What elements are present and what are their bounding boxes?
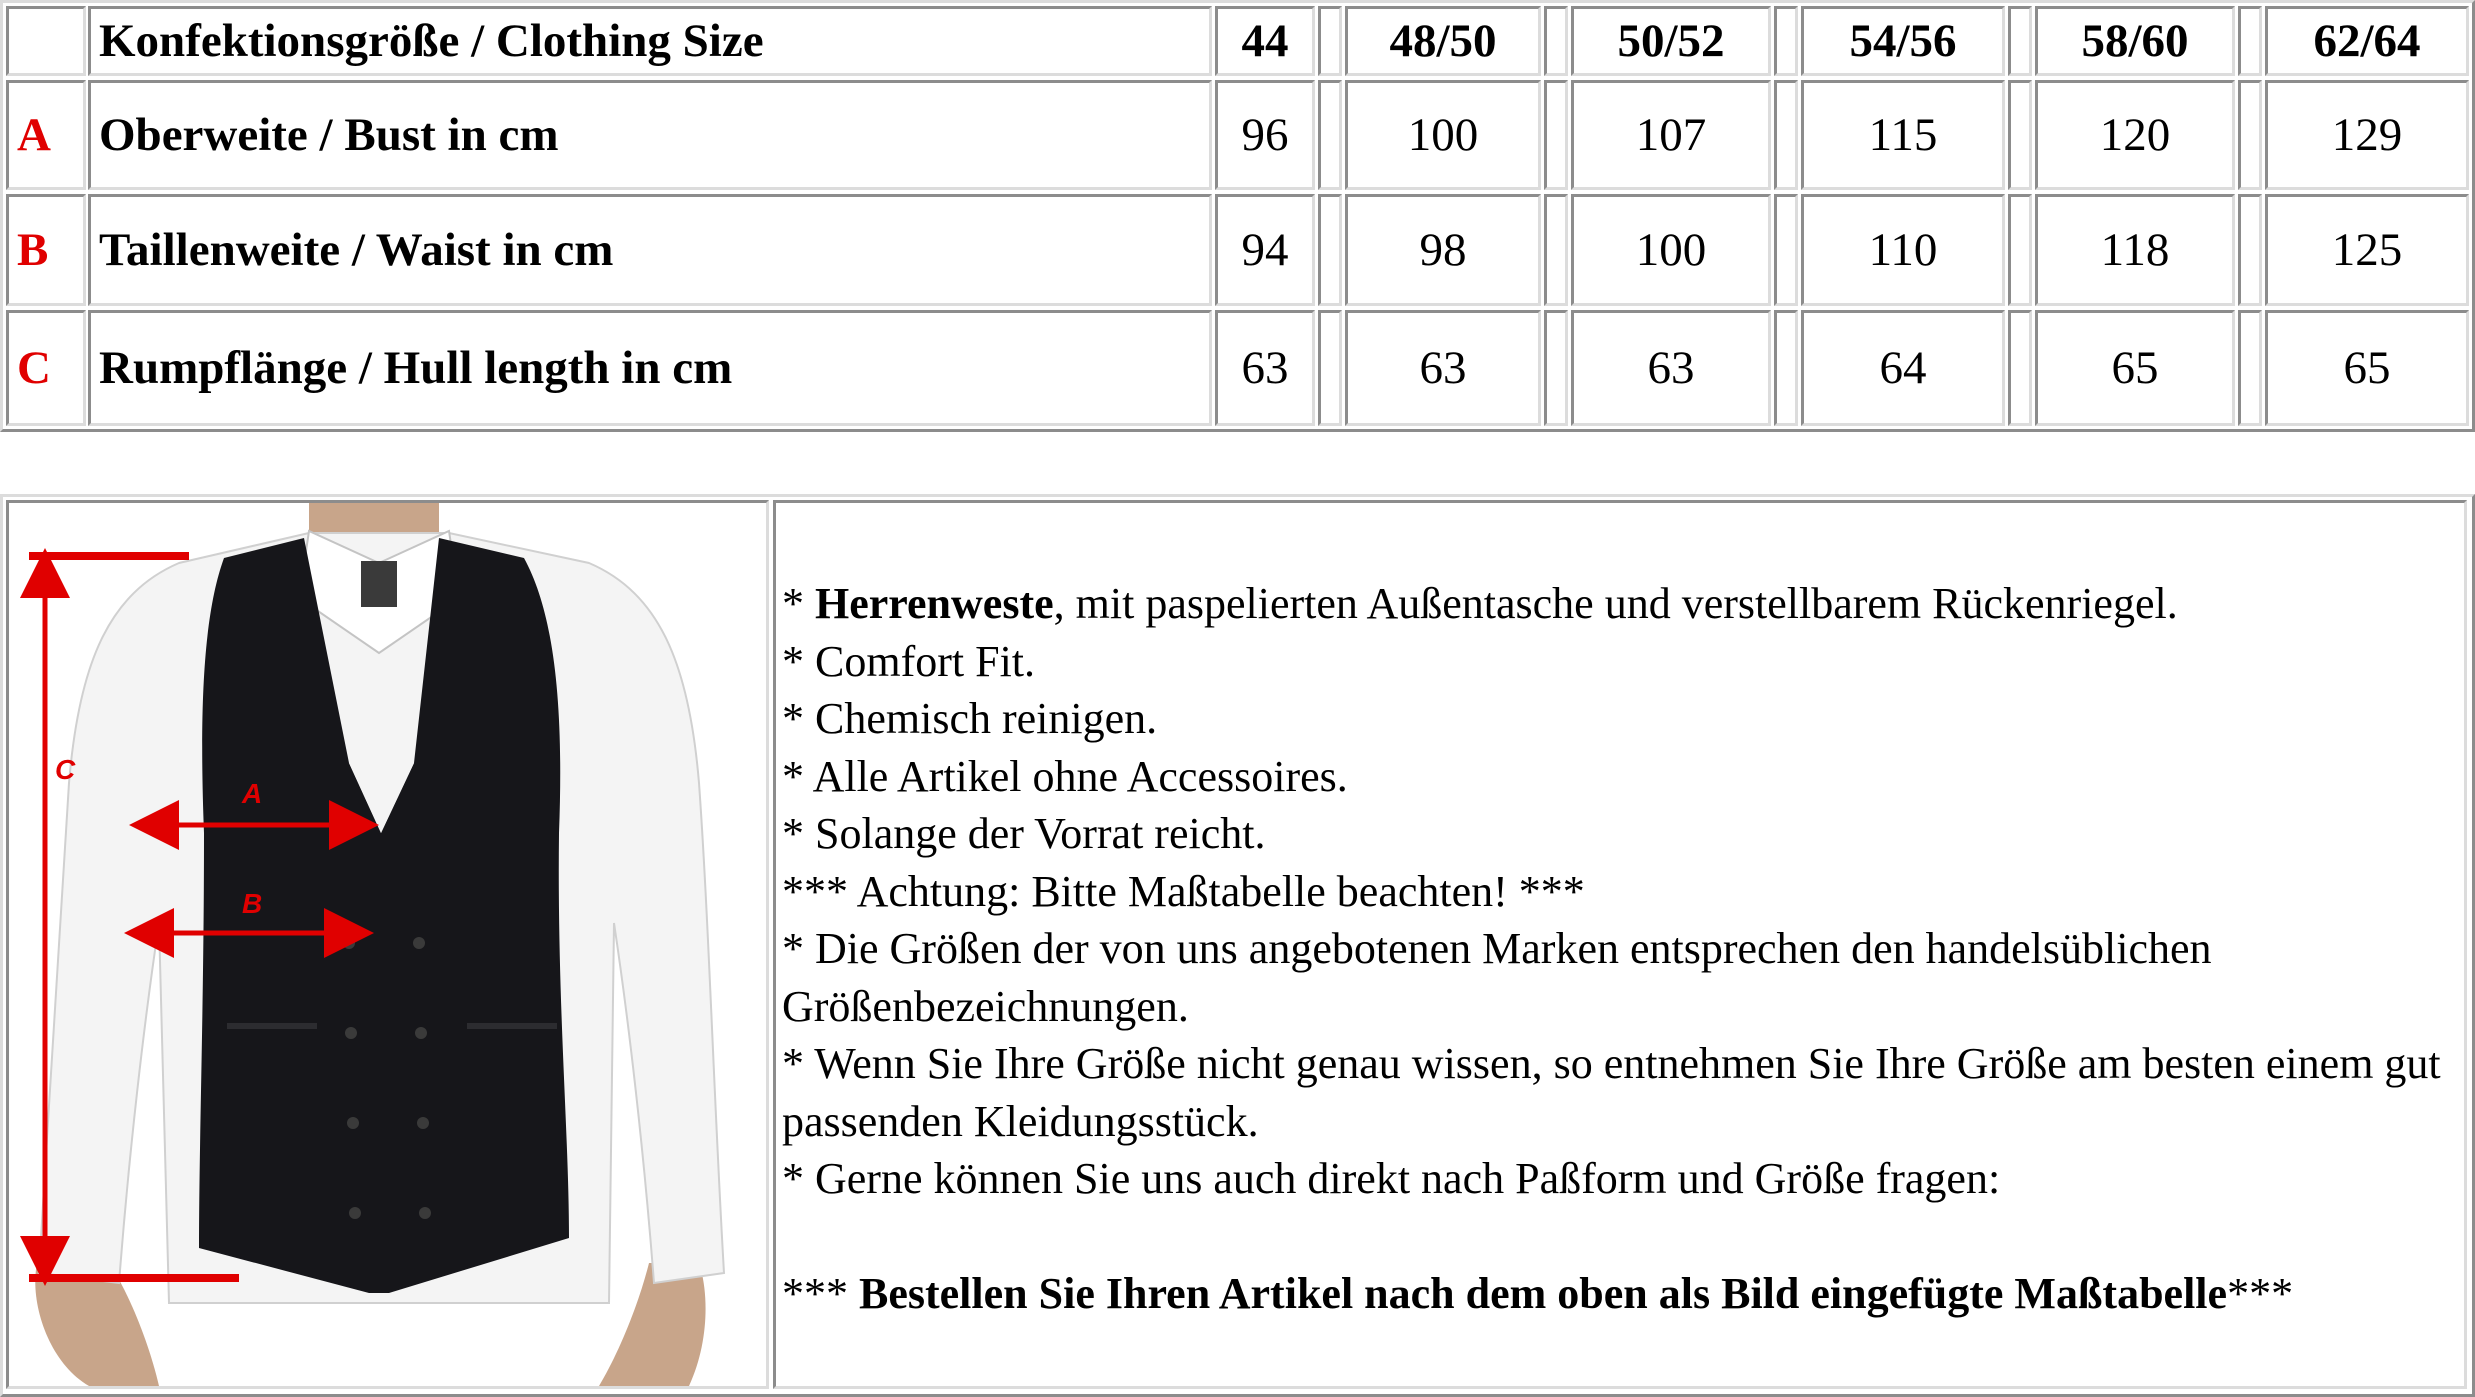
size-table [0, 0, 2475, 432]
spacer-cell [2008, 80, 2032, 190]
row-letter-a: A [6, 80, 86, 190]
description-line: * Comfort Fit. [782, 636, 1036, 686]
row-letter-c: C [6, 310, 86, 426]
marker-b: B [242, 888, 263, 919]
description-line: * Solange der Vorrat reicht. [782, 809, 1266, 858]
vest-button [347, 1117, 359, 1129]
vest-button [349, 1207, 361, 1219]
spacer-cell [1318, 194, 1342, 306]
vest-button [419, 1207, 431, 1219]
vest-pocket [227, 1023, 317, 1029]
marker-a: A [242, 778, 263, 809]
vest-measurement-illustration [9, 503, 766, 1386]
description-line: * Alle Artikel ohne Accessoires. [782, 751, 1348, 801]
vest-pocket [467, 1023, 557, 1029]
spacer-cell [1774, 194, 1798, 306]
collar-inner-pattern [361, 561, 397, 607]
length-value: 65 [2265, 310, 2469, 426]
bust-value: 120 [2035, 80, 2235, 190]
corner-cell [6, 6, 86, 76]
bullet: * [782, 579, 815, 628]
size-header-50-52: 50/52 [1571, 6, 1771, 76]
stars: *** [782, 1268, 859, 1318]
length-value: 63 [1571, 310, 1771, 426]
description-line: * Gerne können Sie uns auch direkt nach Paßform und Größe fragen: [782, 1154, 2001, 1203]
waist-value: 118 [2035, 194, 2235, 306]
length-value: 63 [1345, 310, 1541, 426]
spacer-cell [2008, 194, 2032, 306]
bust-value: 107 [1571, 80, 1771, 190]
size-header-48-50: 48/50 [1345, 6, 1541, 76]
order-note [782, 1265, 2462, 1323]
spacer-cell [2008, 6, 2032, 76]
size-header-44: 44 [1215, 6, 1315, 76]
vest-button [343, 937, 355, 949]
spacer-cell [2238, 194, 2262, 306]
row-label-hull-length: Rumpflänge / Hull length in cm [88, 310, 1212, 426]
bust-value: 100 [1345, 80, 1541, 190]
row-letter-b: B [6, 194, 86, 306]
bust-value: 129 [2265, 80, 2469, 190]
description-line: * Die Größen der von uns angebotenen Marken entsprechen den handelsüblichen Größenbezeichnungen. [782, 924, 2212, 1031]
spacer-cell [1774, 80, 1798, 190]
size-header-label: Konfektionsgröße / Clothing Size [88, 6, 1212, 76]
spacer-cell [1318, 310, 1342, 426]
size-header-62-64: 62/64 [2265, 6, 2469, 76]
size-header-54-56: 54/56 [1801, 6, 2005, 76]
waist-value: 125 [2265, 194, 2469, 306]
row-label-bust: Oberweite / Bust in cm [88, 80, 1212, 190]
spacer-cell [1544, 194, 1568, 306]
product-description [782, 575, 2462, 1322]
size-header-58-60: 58/60 [2035, 6, 2235, 76]
length-value: 65 [2035, 310, 2235, 426]
spacer-cell [1774, 6, 1798, 76]
spacer-cell [1544, 310, 1568, 426]
vest-button [415, 1027, 427, 1039]
product-description-cell [773, 500, 2467, 1389]
spacer-cell [2238, 310, 2262, 426]
description-line [782, 575, 2462, 633]
vest-button [345, 1027, 357, 1039]
length-value: 63 [1215, 310, 1315, 426]
bust-value: 96 [1215, 80, 1315, 190]
row-label-waist: Taillenweite / Waist in cm [88, 194, 1212, 306]
stars: *** [2227, 1268, 2294, 1318]
product-name: Herrenweste [815, 579, 1054, 628]
waist-value: 100 [1571, 194, 1771, 306]
description-line: *** Achtung: Bitte Maßtabelle beachten! *** [782, 866, 1585, 916]
bust-value: 115 [1801, 80, 2005, 190]
spacer-cell [1318, 6, 1342, 76]
vest-button [417, 1117, 429, 1129]
waist-value: 94 [1215, 194, 1315, 306]
waist-value: 110 [1801, 194, 2005, 306]
order-note-bold: Bestellen Sie Ihren Artikel nach dem oben als Bild eingefügte Maßtabelle [859, 1268, 2228, 1318]
spacer-cell [1544, 80, 1568, 190]
spacer-cell [1544, 6, 1568, 76]
marker-c: C [55, 754, 76, 785]
waist-value: 98 [1345, 194, 1541, 306]
measurement-figure [6, 500, 769, 1389]
description-line: * Chemisch reinigen. [782, 694, 1158, 743]
spacer [782, 1208, 2462, 1265]
product-summary: , mit paspelierten Außentasche und verstellbarem Rückenriegel. [1053, 579, 2178, 628]
vest-button [413, 937, 425, 949]
spacer-cell [1318, 80, 1342, 190]
spacer-cell [2008, 310, 2032, 426]
spacer-cell [2238, 6, 2262, 76]
spacer-cell [1774, 310, 1798, 426]
length-value: 64 [1801, 310, 2005, 426]
spacer-cell [2238, 80, 2262, 190]
description-line: * Wenn Sie Ihre Größe nicht genau wissen, so entnehmen Sie Ihre Größe am besten einem gut passenden Kleidungsstück. [782, 1039, 2441, 1146]
